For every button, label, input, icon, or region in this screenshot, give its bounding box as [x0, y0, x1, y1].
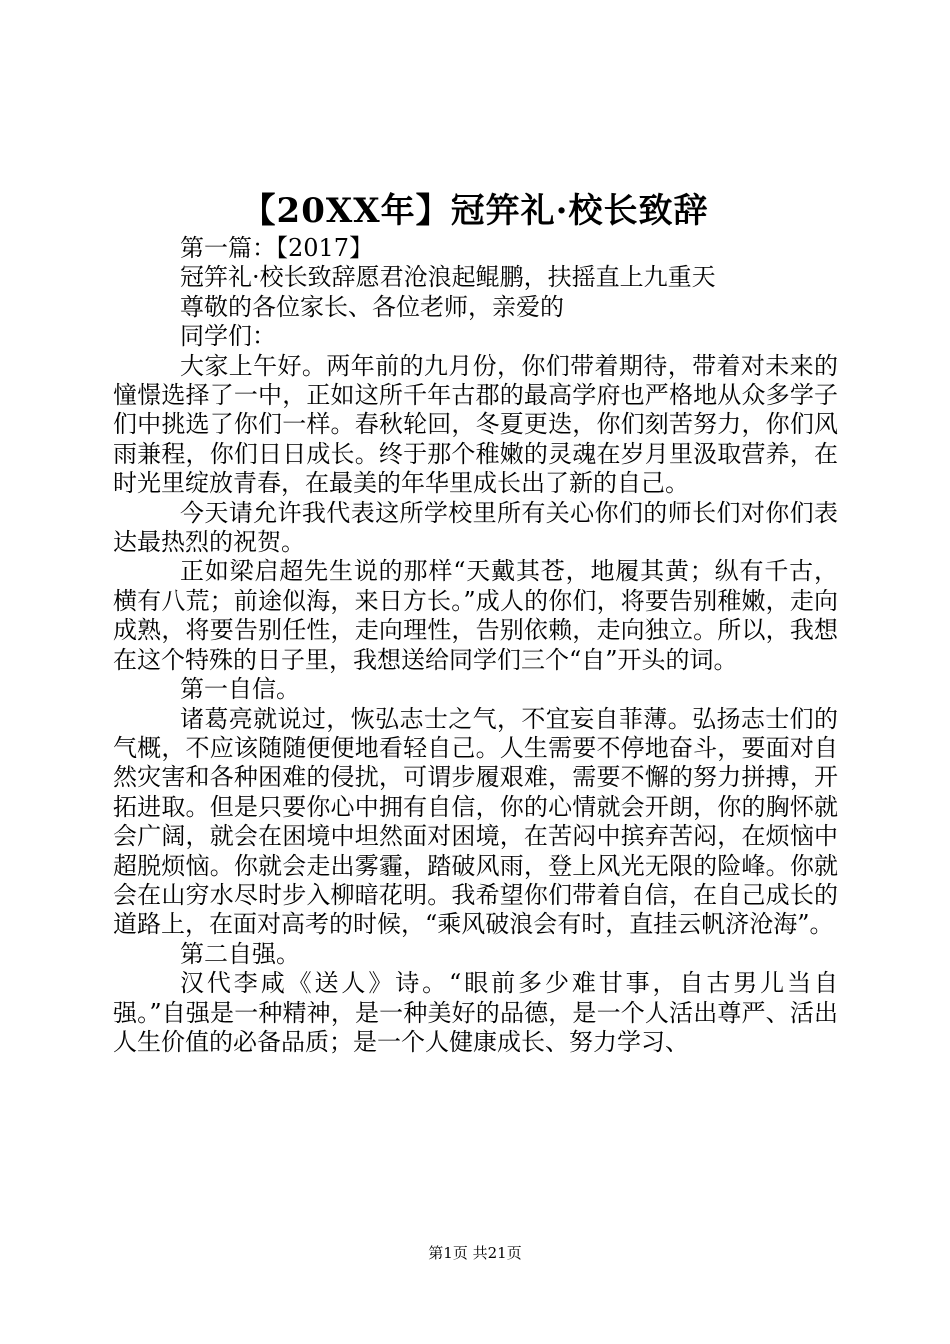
body-paragraph: 今天请允许我代表这所学校里所有关心你们的师长们对你们表达最热烈的祝贺。	[113, 498, 838, 557]
body-paragraph: 正如梁启超先生说的那样“天戴其苍，地履其黄；纵有千古，横有八荒；前途似海，来日方长。”成人的你们，将要告别稚嫩，走向成熟，将要告别任性，走向理性，告别依赖，走向独立。所以，我想在这个特殊的日子里，我想送给同学们三个“自”开头的词。	[113, 557, 838, 674]
section-heading: 第一篇：【2017】	[180, 234, 374, 262]
body-paragraph: 冠笄礼·校长致辞愿君沧浪起鲲鹏，扶摇直上九重天	[180, 263, 716, 292]
document-body	[113, 234, 838, 1057]
body-paragraph: 诸葛亮就说过，恢弘志士之气，不宜妄自菲薄。弘扬志士们的气概，不应该随随便便地看轻自己。人生需要不停地奋斗，要面对自然灾害和各种困难的侵扰，可谓步履艰难，需要不懈的努力拼搏，开拓进取。但是只要你心中拥有自信，你的心情就会开朗，你的胸怀就会广阔，就会在困境中坦然面对困境，在苦闷中摈弃苦闷，在烦恼中超脱烦恼。你就会走出雾霾，踏破风雨，登上风光无限的险峰。你就会在山穷水尽时步入柳暗花明。我希望你们带着自信，在自己成长的道路上，在面对高考的时候，“乘风破浪会有时，直挂云帆济沧海”。	[113, 704, 838, 939]
section-heading: 第一自信。	[180, 675, 300, 704]
page-footer: 第1页 共21页	[428, 1244, 522, 1262]
document-title: 【20XX年】冠笄礼·校长致辞	[241, 191, 709, 231]
section-heading: 第二自强。	[180, 939, 300, 968]
body-paragraph: 尊敬的各位家长、各位老师，亲爱的	[180, 292, 564, 321]
body-paragraph: 汉代李咸《送人》诗。“眼前多少难甘事，自古男儿当自强。”自强是一种精神，是一种美好的品德，是一个人活出尊严、活出人生价值的必备品质；是一个人健康成长、努力学习、	[113, 969, 838, 1056]
body-paragraph: 同学们：	[180, 322, 276, 351]
body-paragraph: 大家上午好。两年前的九月份，你们带着期待，带着对未来的憧憬选择了一中，正如这所千年古郡的最高学府也严格地从众多学子们中挑选了你们一样。春秋轮回，冬夏更迭，你们刻苦努力，你们风雨兼程，你们日日成长。终于那个稚嫩的灵魂在岁月里汲取营养，在时光里绽放青春，在最美的年华里成长出了新的自己。	[113, 351, 838, 498]
